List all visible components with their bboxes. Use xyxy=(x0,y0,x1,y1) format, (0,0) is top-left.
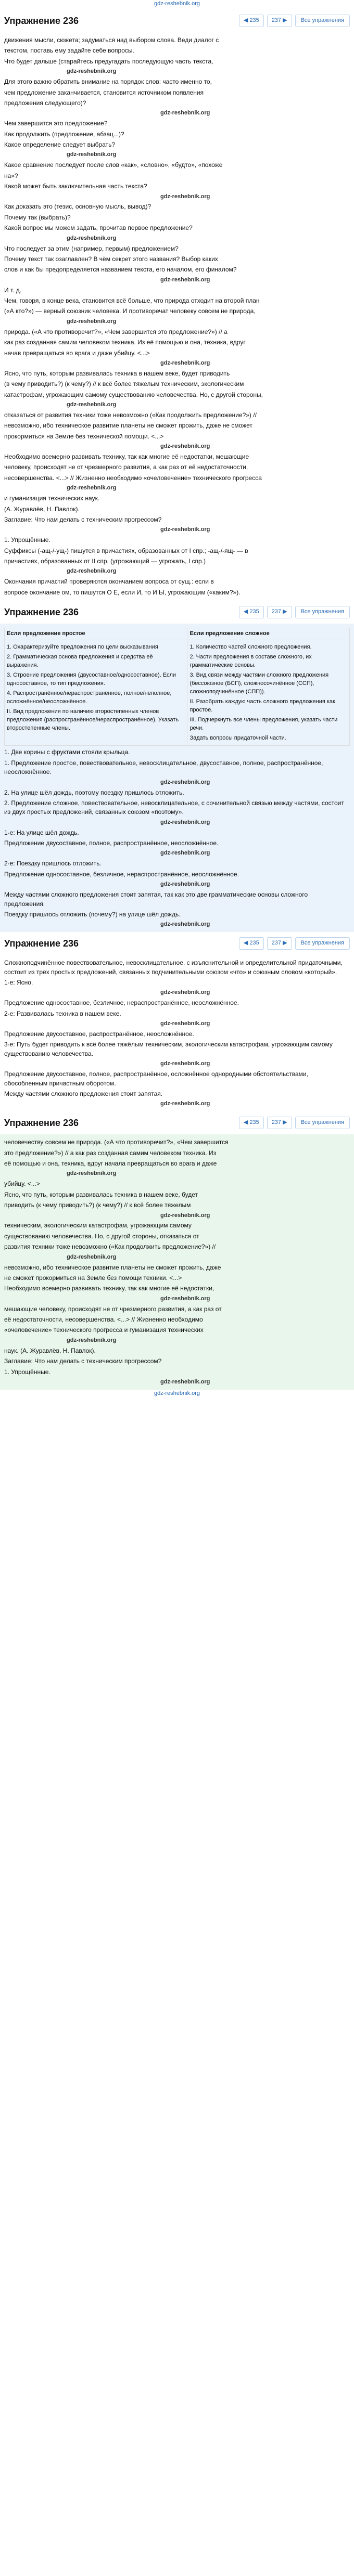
text-line: 2. Грамматическая основа предложения и средства её выражения. xyxy=(7,654,153,669)
text-line: это предложение?») // а как раз созданная самим человеком техника. Из xyxy=(4,1149,217,1157)
text-line: природа. («А что противоречит?», «Чем завершится это предложение?») // а xyxy=(4,328,227,335)
part3-section xyxy=(0,955,354,1111)
text-line: мешающие человеку, происходят не от чрезмерного развития, а как раз от xyxy=(4,1305,222,1313)
text-line: «очеловечение» технического прогресса и гуманизация технических xyxy=(4,1326,204,1334)
text-line: Ясно, что путь, которым развивалась техника в нашем веке, будет xyxy=(4,1190,198,1198)
text-line: причастиях, образованных от II спр. (угрожающий — угрожать, I спр.) xyxy=(4,558,206,565)
watermark-text: gdz-reshebnik.org xyxy=(67,68,117,75)
watermark-text: gdz-reshebnik.org xyxy=(160,526,210,533)
all-exercises-button-4[interactable]: Все упражнения xyxy=(295,1117,350,1129)
table-right-header: Если предложение сложное xyxy=(187,628,350,640)
text-line: Необходимо всемерно развивать технику, так как многие её недостатки, мешающие xyxy=(4,453,249,461)
text-line: Предложение односоставное, безличное, нераспространённое, неосложнённое. xyxy=(4,999,239,1007)
watermark-text: gdz-reshebnik.org xyxy=(160,921,210,928)
text-line: 1. Упрощённые. xyxy=(4,536,50,544)
text-line: И т. д. xyxy=(4,286,22,294)
text-line: Что будет дальше (старайтесь предугадать последующую часть текста, xyxy=(4,57,213,65)
text-line: техническим, экологическим катастрофам, угрожающим самому xyxy=(4,1222,192,1229)
text-line: Задать вопросы придаточной части. xyxy=(189,734,286,741)
text-line: Какое определение следует выбрать? xyxy=(4,141,116,148)
text-line: 1. Упрощённые. xyxy=(4,1368,50,1376)
prev-exercise-button-3[interactable]: ◀ 235 xyxy=(239,937,264,950)
text-line: 3. Вид связи между частями сложного предложения (бессоюзное (БСП), сложносочинённое (ССП), сложноподчинённое (СПП)). xyxy=(189,671,329,695)
site-header[interactable]: gdz-reshebnik.org xyxy=(154,1,200,7)
watermark-text: gdz-reshebnik.org xyxy=(67,1337,117,1343)
text-line: человеку, происходят не от чрезмерного развития, а как раз от её недостаточности, xyxy=(4,463,248,471)
text-line: Чем, говоря, в конце века, становится всё больше, что природа отходит на второй план xyxy=(4,297,260,305)
text-line: развития техники тоже невозможно («Как продолжить предложение?») // xyxy=(4,1243,216,1251)
exercise-title-4: Упражнение 236 xyxy=(4,1118,79,1129)
exercise-title: Упражнение 236 xyxy=(4,15,79,26)
all-exercises-button-2[interactable]: Все упражнения xyxy=(295,606,350,618)
all-exercises-button[interactable]: Все упражнения xyxy=(295,15,350,27)
text-line: Предложение двусоставное, полное, распространённое, осложнённое однородными обстоятельствами, обособленным причастным оборотом. xyxy=(4,1070,308,1087)
text-line: 1. Количество частей сложного предложения. xyxy=(189,644,312,651)
watermark-text: gdz-reshebnik.org xyxy=(160,1212,210,1219)
text-line: 4. Распространённое/нераспространённое, полное/неполное, осложнённое/неосложнённое. xyxy=(7,690,172,705)
watermark-text: gdz-reshebnik.org xyxy=(160,989,210,996)
text-line: 2. Части предложения в составе сложного, их грамматические основы. xyxy=(189,654,312,669)
watermark-text: gdz-reshebnik.org xyxy=(160,1101,210,1107)
watermark-text: gdz-reshebnik.org xyxy=(160,850,210,857)
part2-section xyxy=(0,624,354,932)
exercise-header xyxy=(0,9,354,32)
prev-exercise-button[interactable]: ◀ 235 xyxy=(239,15,264,27)
text-line: текстом, поставь ему задайте себе вопросы. xyxy=(4,47,134,55)
text-line: («А кто?») — верный союзник человека. И противоречат человеку совсем не природа, xyxy=(4,307,256,315)
text-line: человечеству совсем не природа. («А что противоречит?», «Чем завершится xyxy=(4,1138,229,1146)
text-line: вопросе окончание ом, то пишутся О Е, если И, то И Ы, угрожающим («каким?»). xyxy=(4,588,241,596)
text-line: Предложение двусоставное, полное, распространённое, неосложнённое. xyxy=(4,839,219,847)
text-line: II. Вид предложения по наличию второстепенных членов предложения (распространённое/нераспространённое). Указать второстепенные члены. xyxy=(7,708,179,731)
exercise-nav-4 xyxy=(239,1117,350,1129)
text-line: наук. (А. Журавлёв, Н. Павлок). xyxy=(4,1347,96,1354)
text-line: невозможно, ибо техническое развитие планеты не сможет прожить, даже не сможет xyxy=(4,422,252,430)
text-line: 1-е: На улице шёл дождь. xyxy=(4,829,79,836)
exercise-nav-3 xyxy=(239,937,350,950)
watermark-text: gdz-reshebnik.org xyxy=(160,1378,210,1385)
text-line: 2. На улице шёл дождь, поэтому поездку пришлось отложить. xyxy=(4,788,184,796)
examples-block xyxy=(4,748,350,929)
text-line: убийцу. <...> xyxy=(4,1180,40,1188)
text-line: Чем завершится это предложение? xyxy=(4,120,108,127)
text-line: Предложение двусоставное, распространённое, неосложнённое. xyxy=(4,1030,194,1038)
watermark-text: gdz-reshebnik.org xyxy=(67,151,117,158)
text-line: 1. Охарактеризуйте предложения по цели высказывания xyxy=(7,644,158,651)
text-line: слов и как бы предопределяется названием текста, его началом, его финалом? xyxy=(4,266,237,274)
exercise-header-4 xyxy=(0,1111,354,1134)
text-line: Между частями сложного предложения стоит запятая, так как это две грамматические основы сложного предложения. xyxy=(4,891,308,908)
next-exercise-button-3[interactable]: 237 ▶ xyxy=(267,937,292,950)
part4-section xyxy=(0,1134,354,1390)
text-line: Предложение односоставное, безличное, нераспространённое, неосложнённое. xyxy=(4,870,239,878)
text-line: Необходимо всемерно развивать технику, так как многие её недостатки, xyxy=(4,1285,214,1292)
text-line: существованию человечества. Но, с другой стороны, отказаться от xyxy=(4,1232,199,1240)
watermark-text: gdz-reshebnik.org xyxy=(160,1060,210,1067)
next-exercise-button-2[interactable]: 237 ▶ xyxy=(267,606,292,618)
text-line: её помощью и она, техника, вдруг начала превращаться во врага и даже xyxy=(4,1160,217,1168)
exercise-header-2 xyxy=(0,601,354,624)
text-line: Почему текст так озаглавлен? В чём секрет этого названия? Выбор каких xyxy=(4,255,218,263)
text-line: Заглавие: Что нам делать с техническим прогрессом? xyxy=(4,1357,162,1365)
watermark-text: gdz-reshebnik.org xyxy=(67,235,117,241)
watermark-text: gdz-reshebnik.org xyxy=(67,485,117,491)
text-line: Окончания причастий проверяются окончанием вопроса от сущ.: если в xyxy=(4,578,214,586)
text-line: и гуманизация технических наук. xyxy=(4,495,100,502)
watermark-text: gdz-reshebnik.org xyxy=(160,819,210,825)
watermark-text: gdz-reshebnik.org xyxy=(160,779,210,785)
prev-exercise-button-2[interactable]: ◀ 235 xyxy=(239,606,264,618)
text-line: Суффиксы (-ащ-/-ущ-) пишутся в причастиях, образованных от I спр.; -ащ-/-ящ- — в xyxy=(4,547,248,554)
exercise-header-3 xyxy=(0,932,354,955)
text-line: 2-е: Развивалась техника в нашем веке. xyxy=(4,1009,121,1017)
text-line: Что последует за этим (например, первым) предложением? xyxy=(4,244,179,252)
text-line: Заглавие: Что нам делать с техническим прогрессом? xyxy=(4,515,162,523)
text-line: Ясно, что путь, которым развивалась техника в нашем веке, будет приводить xyxy=(4,369,230,377)
watermark-text: gdz-reshebnik.org xyxy=(67,402,117,408)
watermark-text: gdz-reshebnik.org xyxy=(160,359,210,366)
text-line: начав превращаться во врага и даже убийцу. <...> xyxy=(4,349,150,357)
text-line: Поездку пришлось отложить (почему?) на улице шёл дождь. xyxy=(4,910,181,918)
text-line: Какой может быть заключительная часть текста? xyxy=(4,183,147,190)
text-line: Сложноподчинённое повествовательное, невосклицательное, с изъяснительной и определительной придаточными, состоит из трёх простых предложений, связанных подчинительными союзом «что» и союзным словом «который». xyxy=(4,959,343,976)
text-line: отказаться от развития техники тоже невозможно («Как продолжить предложение?») // xyxy=(4,411,257,419)
next-exercise-button-4[interactable]: 237 ▶ xyxy=(267,1117,292,1129)
text-line: несовершенства. <...> // Жизненно необходимо «очеловечение» технического прогресса xyxy=(4,474,262,482)
text-line: Между частями сложного предложения стоит запятая. xyxy=(4,1090,163,1097)
watermark-text: gdz-reshebnik.org xyxy=(160,443,210,450)
text-line: III. Подчеркнуть все члены предложения, указать части речи. xyxy=(189,716,338,731)
text-line: 1. Две корины с фруктами стояли крыльца. xyxy=(4,748,130,756)
text-line: 2. Предложение сложное, повествовательное, невосклицательное, с сочинительной связью между частями, состоит из двух простых предложений, связанных союзом «поэтому». xyxy=(4,799,344,816)
analysis-table xyxy=(4,628,350,746)
exercise-nav-2 xyxy=(239,606,350,618)
text-line: Какое сравнение последует после слов «как», «словно», «будто», «похоже xyxy=(4,161,223,169)
part1-section xyxy=(0,32,354,601)
watermark-text: gdz-reshebnik.org xyxy=(67,318,117,325)
text-line: (в чему приводить?) (к чему?) // к всё более тяжелым техническим, экологическим xyxy=(4,380,244,388)
site-footer[interactable]: gdz-reshebnik.org xyxy=(154,1390,200,1396)
text-line: Как продолжить (предложение, абзац...)? xyxy=(4,130,124,138)
text-line: Как доказать это (тезис, основную мысль, вывод)? xyxy=(4,203,151,211)
watermark-text: gdz-reshebnik.org xyxy=(160,110,210,116)
watermark-text: gdz-reshebnik.org xyxy=(160,1020,210,1027)
exercise-title-2: Упражнение 236 xyxy=(4,607,79,618)
table-right-cell xyxy=(187,640,350,746)
text-line: не сможет прокормиться на Земле без помощи техники. <...> xyxy=(4,1274,182,1281)
text-line: 1. Предложение простое, повествовательное, невосклицательное, двусоставное, полное, распространённое, неосложнённое. xyxy=(4,759,323,776)
exercise-title-3: Упражнение 236 xyxy=(4,938,79,949)
watermark-text: gdz-reshebnik.org xyxy=(67,1170,117,1177)
text-line: катастрофам, угрожающим самому существованию человечества. Но, с другой стороны, xyxy=(4,391,263,398)
text-line: приводить (к чему приводить?) (к чему?) // к всё более тяжелым xyxy=(4,1201,191,1209)
text-line: (А. Журавлёв, Н. Павлок). xyxy=(4,505,80,513)
prev-exercise-button-4[interactable]: ◀ 235 xyxy=(239,1117,264,1129)
text-line: 3. Строение предложения (двусоставное/односоставное). Если односоставное, то тип предложения. xyxy=(7,671,176,687)
watermark-text: gdz-reshebnik.org xyxy=(160,1295,210,1302)
text-line: Почему так (выбрать)? xyxy=(4,213,71,221)
text-line: движения мысли, сюжета; задуматься над выбором слова. Веди диалог с xyxy=(4,36,219,44)
text-line: на»? xyxy=(4,172,18,179)
exercise-nav xyxy=(239,15,350,27)
text-line: чем предложение заканчивается, становится источником появления xyxy=(4,88,204,96)
watermark-text: gdz-reshebnik.org xyxy=(160,276,210,283)
watermark-text: gdz-reshebnik.org xyxy=(160,881,210,888)
text-line: Какой вопрос мы можем задать, прочитав первое предложение? xyxy=(4,224,193,232)
text-line: II. Разобрать каждую часть сложного предложения как простое. xyxy=(189,698,335,713)
text-line: 1-е: Ясно. xyxy=(4,979,33,986)
table-left-header: Если предложение простое xyxy=(5,628,187,640)
text-line: невозможно, ибо техническое развитие планеты не сможет прожить, даже xyxy=(4,1263,221,1271)
text-line: её недостаточности, несовершенства. <...> // Жизненно необходимо xyxy=(4,1316,203,1324)
text-line: 3-е: Путь будет приводить к всё более тяжёлым техническим, экологическим катастрофам, угрожающим самому существованию человечества. xyxy=(4,1041,333,1057)
all-exercises-button-3[interactable]: Все упражнения xyxy=(295,937,350,950)
watermark-text: gdz-reshebnik.org xyxy=(160,193,210,200)
watermark-text: gdz-reshebnik.org xyxy=(67,1253,117,1260)
text-line: Для этого важно обратить внимание на порядок слов: часто именно то, xyxy=(4,78,212,86)
table-left-cell xyxy=(5,640,187,746)
text-line: предложения следующего)? xyxy=(4,99,86,107)
text-line: прокормиться на Земле без технической помощи. <...> xyxy=(4,432,164,440)
watermark-text: gdz-reshebnik.org xyxy=(67,568,117,575)
text-line: как раз созданная самим человеком техника. Из её помощью и она, техника, вдруг xyxy=(4,339,246,346)
next-exercise-button[interactable]: 237 ▶ xyxy=(267,15,292,27)
text-line: 2-е: Поездку пришлось отложить. xyxy=(4,860,102,868)
